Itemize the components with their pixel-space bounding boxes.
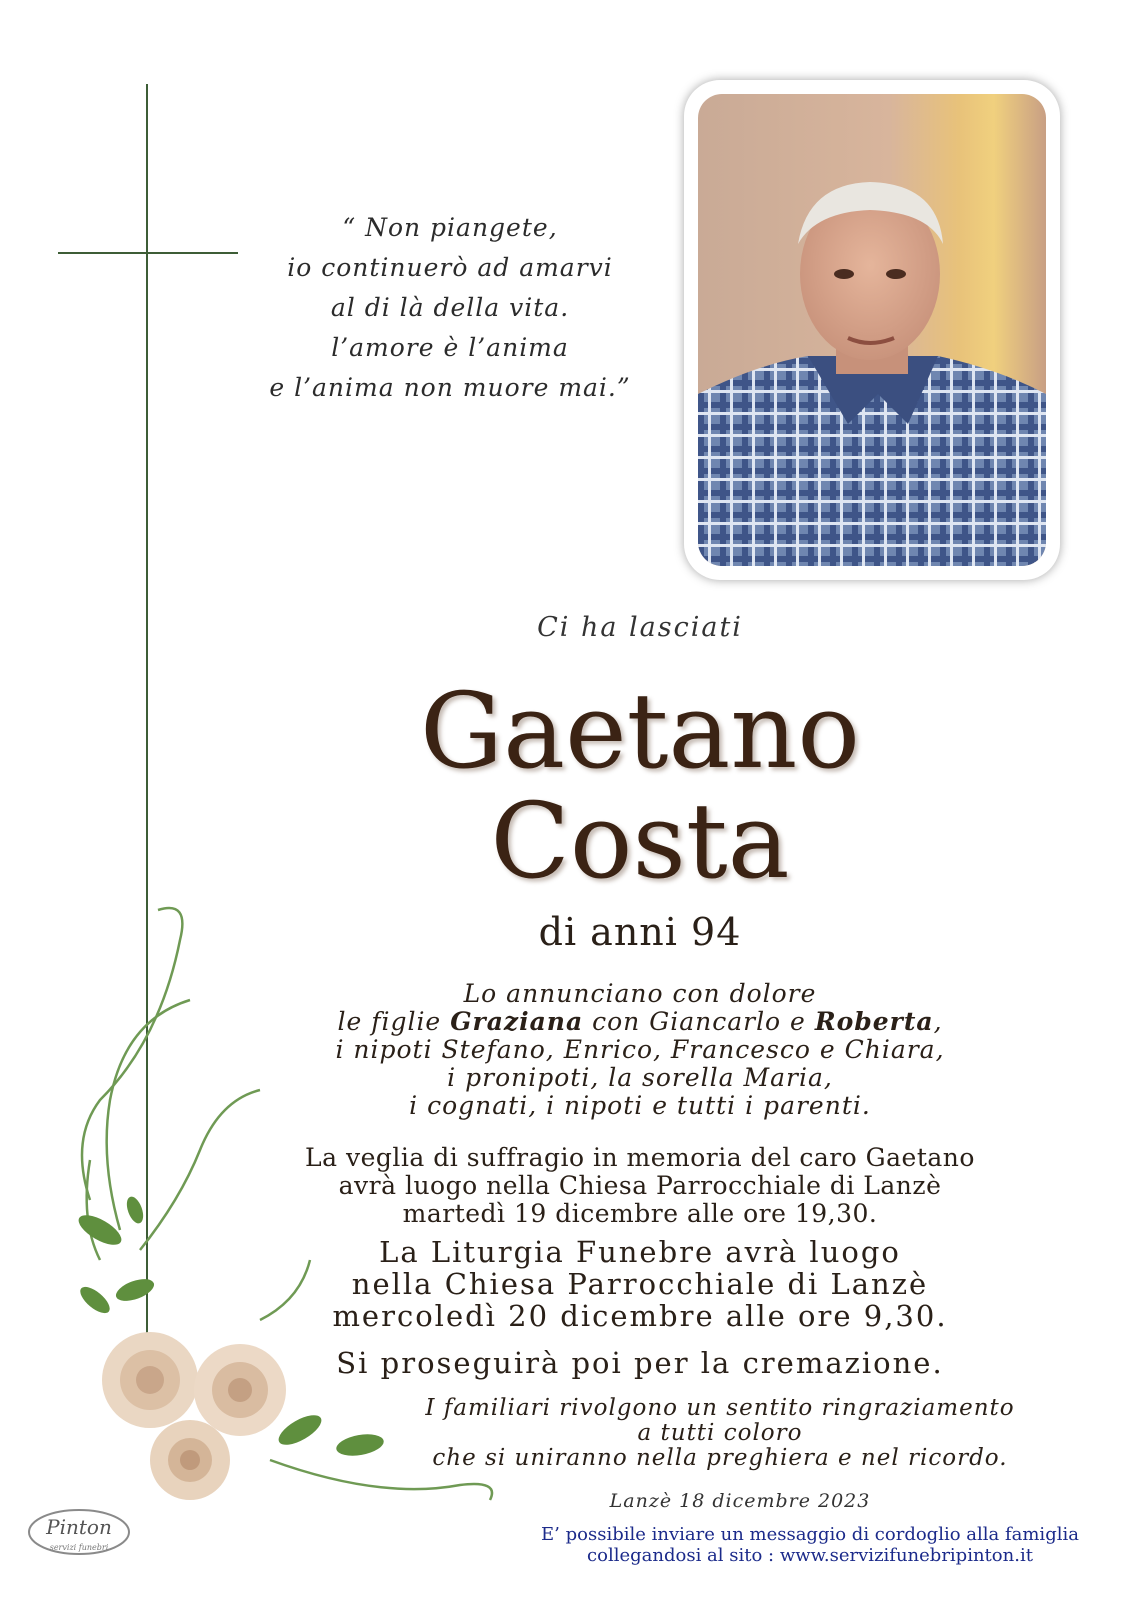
svg-text:servizi funebri: servizi funebri bbox=[49, 1543, 109, 1552]
portrait-image bbox=[698, 94, 1046, 566]
quote-line: e l’anima non muore mai.” bbox=[269, 373, 631, 402]
quote-line: l’amore è l’anima bbox=[331, 333, 569, 362]
deceased-last-name: Costa bbox=[490, 780, 790, 902]
text-fragment: , bbox=[933, 1007, 943, 1036]
liturgy-line: La Liturgia Funebre avrà luogo bbox=[379, 1235, 901, 1269]
announcement-line: Lo annunciano con dolore bbox=[463, 979, 817, 1008]
quote-line: “ Non piangete, bbox=[342, 213, 558, 242]
svg-text:Pinton: Pinton bbox=[46, 1515, 112, 1539]
deceased-first-name: Gaetano bbox=[419, 670, 861, 792]
memorial-quote bbox=[240, 208, 660, 408]
quote-line: al di là della vita. bbox=[330, 293, 570, 322]
vigil-line: La veglia di suffragio in memoria del caro Gaetano bbox=[305, 1143, 975, 1172]
rose-decoration-icon bbox=[40, 900, 520, 1540]
cross-horizontal bbox=[58, 252, 238, 254]
portrait-photo bbox=[684, 80, 1060, 580]
quote-line: io continuerò ad amarvi bbox=[287, 253, 613, 282]
lead-text: Ci ha lasciati bbox=[537, 612, 743, 643]
text-fragment: le figlie bbox=[337, 1007, 451, 1036]
liturgy-line: mercoledì 20 dicembre alle ore 9,30. bbox=[332, 1299, 948, 1333]
liturgy-line: nella Chiesa Parrocchiale di Lanzè bbox=[351, 1267, 929, 1301]
daughter-name: Roberta bbox=[814, 1007, 934, 1036]
announcement-line: i nipoti Stefano, Enrico, Francesco e Chiara, bbox=[335, 1035, 945, 1064]
vigil-line: avrà luogo nella Chiesa Parrocchiale di Lanzè bbox=[338, 1171, 942, 1200]
text-fragment: con Giancarlo e bbox=[583, 1007, 815, 1036]
pinton-logo bbox=[24, 1500, 134, 1564]
cremation-note: Si proseguirà poi per la cremazione. bbox=[336, 1346, 944, 1380]
thanks-line: I familiari rivolgono un sentito ringraziamento bbox=[425, 1395, 1015, 1421]
daughter-name: Graziana bbox=[450, 1007, 584, 1036]
thanks-line: che si uniranno nella preghiera e nel ricordo. bbox=[432, 1445, 1008, 1471]
contact-line[interactable]: collegandosi al sito : www.servizifunebripinton.it bbox=[587, 1545, 1033, 1566]
announcement-line: i pronipoti, la sorella Maria, bbox=[447, 1063, 833, 1092]
thanks-line: a tutti coloro bbox=[637, 1420, 803, 1446]
contact-line: E’ possibile inviare un messaggio di cordoglio alla famiglia bbox=[541, 1524, 1079, 1545]
condolence-contact bbox=[520, 1524, 1100, 1566]
vigil-line: martedì 19 dicembre alle ore 19,30. bbox=[402, 1199, 878, 1228]
dateline: Lanzè 18 dicembre 2023 bbox=[609, 1490, 871, 1512]
announcement-line: i cognati, i nipoti e tutti i parenti. bbox=[409, 1091, 871, 1120]
age-text: di anni 94 bbox=[538, 910, 742, 954]
